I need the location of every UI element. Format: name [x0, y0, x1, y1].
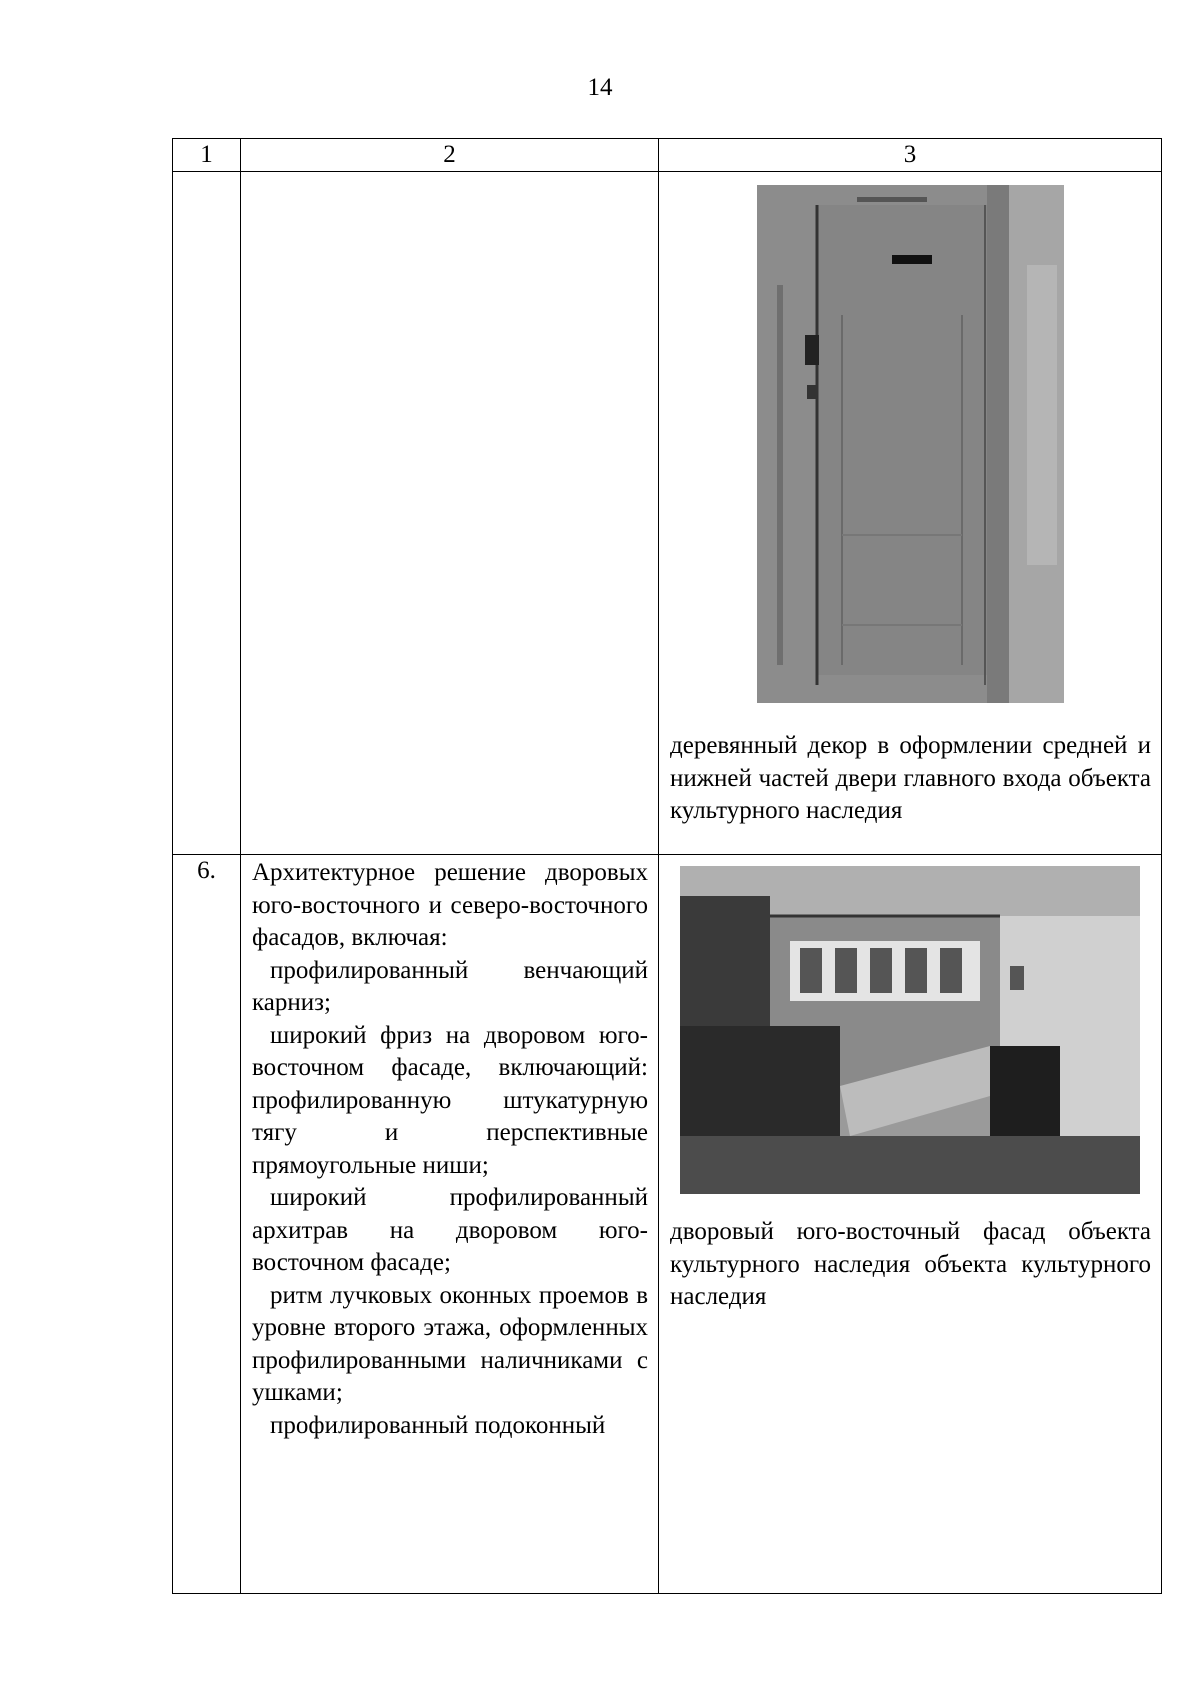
table-header-row — [173, 139, 1162, 172]
description-cell — [241, 855, 659, 1594]
description-item: широкий фриз на дворовом юго-восточном фасаде, включающий: профилированную штукатурную тягу и перспективные прямоугольные ниши; — [252, 1021, 648, 1179]
door-photo — [757, 185, 1064, 703]
table-row-continued — [173, 172, 1162, 855]
column-header-2: 2 — [241, 139, 659, 172]
description-item: профилированный подоконный — [270, 1411, 606, 1439]
row-number-cell-empty — [173, 172, 241, 855]
description-item: ритм лучковых оконных проемов в уровне второго этажа, оформленных профилированными наличниками с ушками; — [252, 1281, 648, 1406]
photo-caption-courtyard: дворовый юго-восточный фасад объекта культурного наследия объекта культурного наследия — [670, 1218, 1151, 1310]
table-row-6 — [173, 855, 1162, 1594]
courtyard-facade-photo — [680, 866, 1140, 1194]
description-item: профилированный венчающий карниз; — [252, 956, 648, 1016]
description-paragraph: Архитектурное решение дворовых юго-восточного и северо-восточного фасадов, включая: — [252, 859, 648, 951]
photo-cell — [659, 855, 1162, 1594]
row-number: 6. — [173, 855, 241, 1594]
photo-cell — [659, 172, 1162, 855]
page-number: 14 — [587, 74, 613, 101]
column-header-1: 1 — [173, 139, 241, 172]
column-header-3: 3 — [659, 139, 1162, 172]
description-cell-empty — [241, 172, 659, 855]
heritage-elements-table — [172, 138, 1162, 1594]
photo-caption-door: деревянный декор в оформлении средней и нижней частей двери главного входа объекта культурного наследия — [670, 732, 1151, 824]
description-item: широкий профилированный архитрав на дворовом юго-восточном фасаде; — [252, 1184, 648, 1276]
